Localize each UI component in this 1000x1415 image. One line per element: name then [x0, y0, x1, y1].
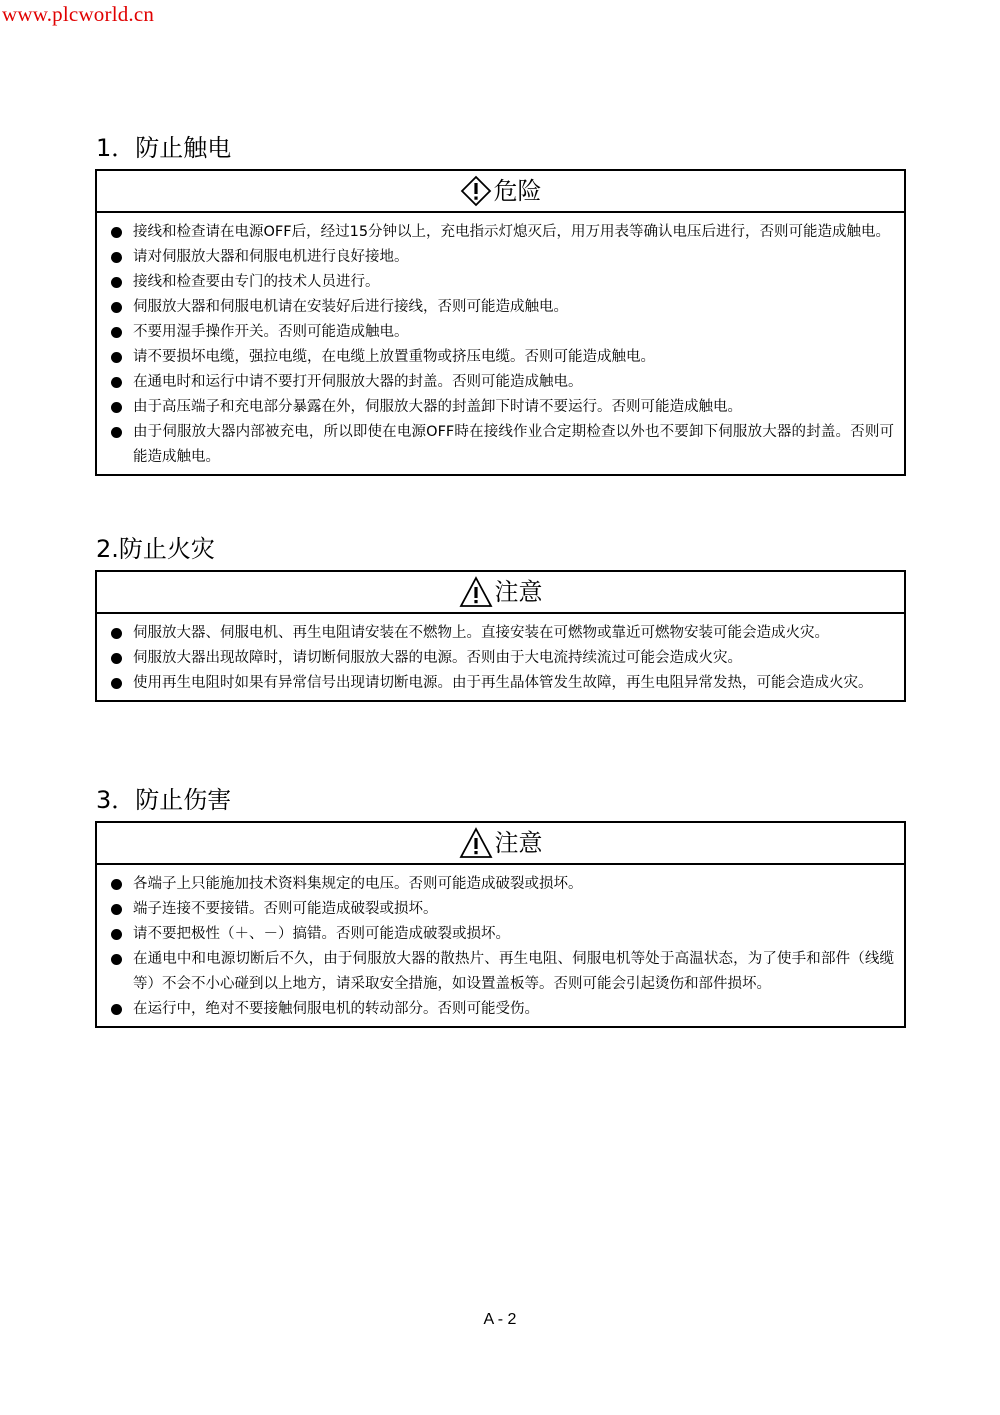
list-item: 使用再生电阻时如果有异常信号出现请切断电源。由于再生晶体管发生故障，再生电阻异常发热，可能会造成火灾。: [109, 671, 894, 696]
caution-header: [97, 823, 904, 865]
caution-label: 注意: [494, 578, 543, 606]
caution-header: [97, 572, 904, 614]
list-item: 请不要把极性（＋、－）搞错。否则可能造成破裂或损坏。: [109, 922, 894, 947]
page-number: A - 2: [483, 1311, 517, 1328]
caution-box-fire: [95, 570, 906, 702]
danger-box: [95, 169, 906, 476]
list-item: 接线和检查请在电源OFF后，经过15分钟以上，充电指示灯熄灭后，用万用表等确认电压后进行，否则可能造成触电。: [109, 220, 894, 245]
caution-list-fire: [97, 614, 904, 700]
danger-diamond-icon: [460, 175, 492, 207]
caution-box-injury: [95, 821, 906, 1028]
list-item: 由于高压端子和充电部分暴露在外，伺服放大器的封盖卸下时请不要运行。否则可能造成触电。: [109, 395, 894, 420]
list-item: 端子连接不要接错。否则可能造成破裂或损坏。: [109, 897, 894, 922]
danger-list: [97, 213, 904, 474]
list-item: 请不要损坏电缆，强拉电缆，在电缆上放置重物或挤压电缆。否则可能造成触电。: [109, 345, 894, 370]
list-item: 请对伺服放大器和伺服电机进行良好接地。: [109, 245, 894, 270]
list-item: 各端子上只能施加技术资料集规定的电压。否则可能造成破裂或损坏。: [109, 872, 894, 897]
danger-header: [97, 171, 904, 213]
danger-label: 危险: [493, 177, 542, 205]
watermark-url: www.plcworld.cn: [2, 2, 155, 26]
list-item: 接线和检查要由专门的技术人员进行。: [109, 270, 894, 295]
caution-triangle-icon: [459, 827, 493, 859]
caution-triangle-icon: [459, 576, 493, 608]
section-title-electric-shock: 1．防止触电: [96, 134, 232, 162]
list-item: 由于伺服放大器内部被充电，所以即使在电源OFF時在接线作业合定期检查以外也不要卸下伺服放大器的封盖。否则可能造成触电。: [109, 420, 894, 470]
section-title-injury-prevention: 3．防止伤害: [96, 786, 232, 814]
caution-list-injury: [97, 865, 904, 1026]
list-item: 在通电中和电源切断后不久，由于伺服放大器的散热片、再生电阻、伺服电机等处于高温状态，为了使手和部件（线缆等）不会不小心碰到以上地方，请采取安全措施，如设置盖板等。否则可能会引起烫伤和部件损坏。: [109, 947, 894, 997]
list-item: 伺服放大器出现故障时，请切断伺服放大器的电源。否则由于大电流持续流过可能会造成火灾。: [109, 646, 894, 671]
section-title-fire-prevention: 2.防止火灾: [96, 535, 215, 563]
list-item: 伺服放大器和伺服电机请在安装好后进行接线，否则可能造成触电。: [109, 295, 894, 320]
list-item: 在通电时和运行中请不要打开伺服放大器的封盖。否则可能造成触电。: [109, 370, 894, 395]
caution-label: 注意: [494, 829, 543, 857]
list-item: 不要用湿手操作开关。否则可能造成触电。: [109, 320, 894, 345]
list-item: 伺服放大器、伺服电机、再生电阻请安装在不燃物上。直接安装在可燃物或靠近可燃物安装可能会造成火灾。: [109, 621, 894, 646]
list-item: 在运行中，绝对不要接触伺服电机的转动部分。否则可能受伤。: [109, 997, 894, 1022]
